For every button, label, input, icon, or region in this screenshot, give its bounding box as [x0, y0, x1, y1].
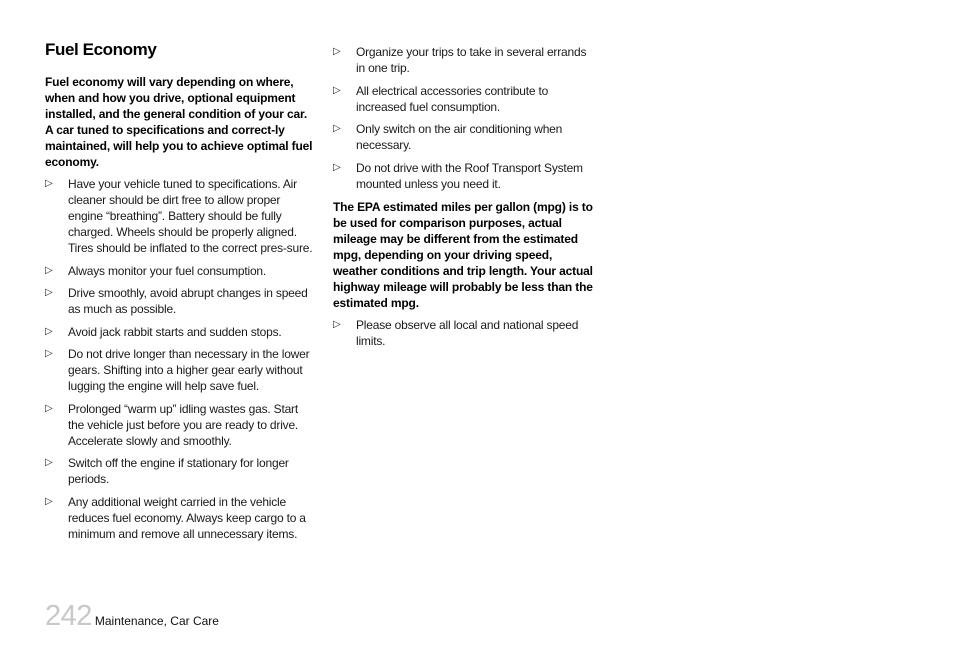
triangle-bullet-icon: ▷: [333, 46, 341, 57]
list-item-text: Please observe all local and national speed limits.: [356, 318, 579, 348]
list-item: [333, 83, 597, 115]
triangle-bullet-icon: ▷: [333, 123, 341, 134]
triangle-bullet-icon: ▷: [333, 84, 341, 96]
triangle-bullet-icon: ▷: [45, 325, 53, 337]
triangle-bullet-icon: ▷: [45, 348, 53, 359]
triangle-bullet-icon: ▷: [45, 287, 53, 298]
triangle-bullet-icon: ▷: [45, 178, 53, 189]
triangle-bullet-icon: ▷: [45, 457, 53, 468]
epa-note-paragraph: The EPA estimated miles per gallon (mpg) is to be used for comparison purposes, actual mileage may be different from the estimated mpg, depending on your driving speed, weather conditions and trip length. Your actual highway mileage will probably be less than the estimated mpg.: [333, 200, 593, 310]
list-item-text: Switch off the engine if stationary for longer periods.: [68, 456, 289, 486]
triangle-bullet-icon: ▷: [45, 264, 53, 276]
list-item: [333, 160, 597, 192]
list-item: [45, 346, 317, 394]
list-item-text: Prolonged “warm up” idling wastes gas. Start the vehicle just before you are ready to drive. Accelerate slowly and smoothly.: [68, 401, 299, 448]
section-name: Maintenance, Car Care: [94, 614, 219, 628]
list-item: [45, 263, 317, 279]
page-number: 242: [45, 600, 92, 632]
list-item-text: Only switch on the air conditioning when necessary.: [356, 122, 563, 152]
page-footer: [45, 600, 219, 633]
list-item-text: Drive smoothly, avoid abrupt changes in speed as much as possible.: [68, 286, 308, 316]
list-item-text: Always monitor your fuel consumption.: [68, 263, 267, 278]
list-item: [333, 44, 597, 76]
list-item: [45, 401, 317, 449]
tips-list-right: [333, 44, 597, 198]
triangle-bullet-icon: ▷: [45, 402, 53, 414]
tips-list-left: [45, 176, 317, 548]
list-item: [45, 455, 317, 487]
list-item: [45, 324, 317, 340]
speed-limit-list: [333, 317, 597, 356]
list-item-text: Avoid jack rabbit starts and sudden stops.: [68, 324, 282, 339]
triangle-bullet-icon: ▷: [45, 495, 53, 507]
triangle-bullet-icon: ▷: [333, 319, 341, 330]
list-item: [333, 121, 597, 153]
list-item: [45, 176, 317, 256]
list-item-text: Have your vehicle tuned to specifications. Air cleaner should be dirt free to allow proper engine “breathing”. Battery should be fully charged. Wheels should be properly aligned. Tires should be inflated to the correct pres-sure.: [68, 177, 313, 255]
intro-paragraph: Fuel economy will vary depending on where, when and how you drive, optional equipment installed, and the general condition of your car. A car tuned to specifications and correct-ly maintained, will help you to achieve optimal fuel economy.: [45, 75, 313, 169]
list-item-text: All electrical accessories contribute to increased fuel consumption.: [356, 83, 549, 114]
list-item-text: Do not drive longer than necessary in the lower gears. Shifting into a higher gear early without lugging the engine will help save fuel.: [68, 347, 310, 393]
triangle-bullet-icon: ▷: [333, 161, 341, 173]
list-item-text: Do not drive with the Roof Transport System mounted unless you need it.: [356, 160, 583, 191]
page-title: Fuel Economy: [45, 40, 157, 59]
list-item: [333, 317, 597, 349]
list-item-text: Any additional weight carried in the vehicle reduces fuel economy. Always keep cargo to a minimum and remove all unnecessary items.: [68, 494, 306, 541]
list-item: [45, 285, 317, 317]
list-item-text: Organize your trips to take in several errands in one trip.: [356, 45, 587, 75]
list-item: [45, 494, 317, 542]
